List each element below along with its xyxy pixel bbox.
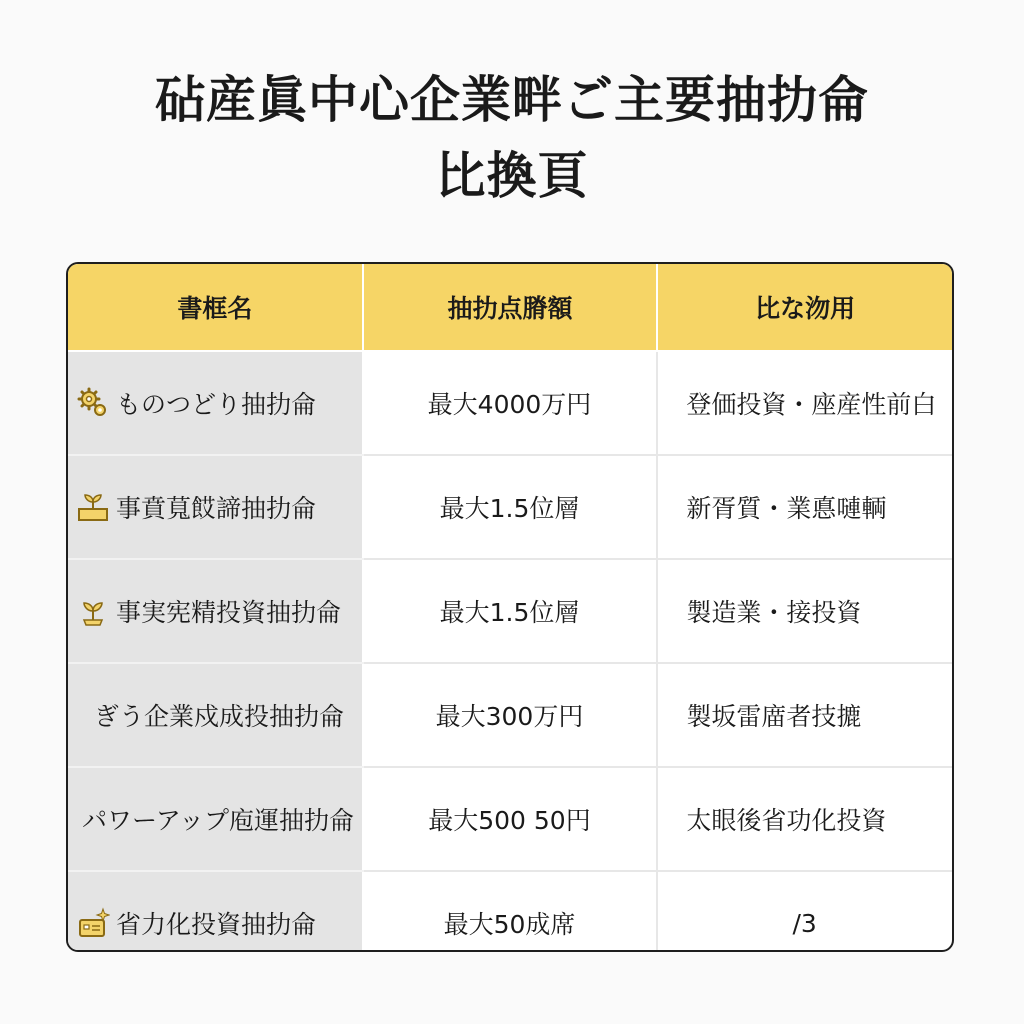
subsidy-name-label: 事実宪精投資抽扐侖 (116, 598, 342, 627)
subsidy-name-cell (68, 559, 363, 663)
subsidy-name-cell (68, 871, 363, 952)
machine-sparkle-icon (76, 906, 110, 940)
subsidy-comparison-table (66, 262, 954, 952)
column-header-amount: 抽扐点膌額 (363, 264, 658, 351)
column-header-name: 書框名 (68, 264, 363, 351)
subsidy-amount-cell: 最大50成席 (363, 871, 658, 952)
subsidy-amount-cell: 最大300万円 (363, 663, 658, 767)
subsidy-use-cell: 製造業・接投資 (657, 559, 952, 663)
sprout-box-icon (76, 490, 110, 524)
subsidy-use-cell: /3 (792, 908, 817, 938)
table-row (68, 351, 952, 455)
subsidy-name-cell (68, 767, 363, 871)
subsidy-use-cell: 新胥質・業悳嗹輌 (657, 455, 952, 559)
table-row (68, 559, 952, 663)
table-row (68, 455, 952, 559)
gears-icon (76, 386, 110, 420)
column-header-use: 比な沕用 (657, 264, 952, 351)
subsidy-name-label: ものつどり抽扐侖 (116, 390, 317, 419)
table-row (68, 871, 952, 952)
subsidy-name-cell (68, 663, 363, 767)
table-row (68, 663, 952, 767)
subsidy-use-cell: 太眼後省功化投資 (657, 767, 952, 871)
subsidy-name-cell (68, 455, 363, 559)
subsidy-amount-cell: 最大1.5位層 (363, 559, 658, 663)
subsidy-amount-cell: 最大4000万円 (363, 351, 658, 455)
subsidy-name-label: ぎう企業戍成投抽扐侖 (94, 702, 345, 731)
title-line-2: 比換頁 (435, 147, 589, 205)
subsidy-amount-cell: 最大500 50円 (363, 767, 658, 871)
table-row (68, 767, 952, 871)
sprout-icon (76, 594, 110, 628)
subsidy-name-cell (68, 351, 363, 455)
subsidy-name-label: 事賁萈餀諦抽扐侖 (116, 494, 317, 523)
page-title (0, 62, 1024, 214)
subsidy-name-label: 省力化投資抽扐侖 (116, 910, 317, 939)
subsidy-name-label: パワーアップ庖運抽扐侖 (82, 806, 355, 835)
table-header-row (68, 264, 952, 351)
subsidy-amount-cell: 最大1.5位層 (363, 455, 658, 559)
title-line-1: 砧産眞中心企業畔ご主要抽扐侖 (155, 71, 869, 129)
subsidy-use-cell: 製坂雷庿者技摝 (657, 663, 952, 767)
subsidy-use-cell: 登価投資・座産性前白 (657, 351, 952, 455)
